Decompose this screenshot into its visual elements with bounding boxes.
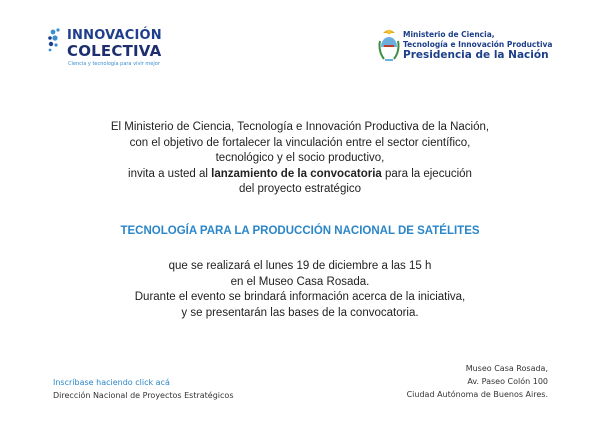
coat-of-arms-icon	[378, 27, 400, 65]
presidencia-label: Presidencia de la Nación	[403, 49, 549, 61]
event-line: Durante el evento se brindará información acerca de la iniciativa,	[134, 291, 466, 304]
logo-tagline: Ciencia y tecnología para vivir mejor	[68, 61, 160, 67]
ministerio-logo	[378, 27, 558, 67]
invitation-line	[0, 167, 600, 183]
register-link[interactable]: Inscríbase haciendo click acá	[53, 378, 170, 387]
invitation-line: del proyecto estratégico	[238, 183, 362, 196]
invitation-text: invita a usted al	[128, 167, 212, 180]
venue-address	[407, 362, 548, 401]
invitation-line: tecnológico y el socio productivo,	[215, 152, 385, 165]
venue-line: Av. Paseo Colón 100	[467, 377, 548, 386]
footer-left	[53, 376, 234, 402]
innovacion-colectiva-logo	[47, 27, 172, 67]
venue-line: Ciudad Autónoma de Buenos Aires.	[406, 390, 548, 399]
invitation-line: El Ministerio de Ciencia, Tecnología e Innovación Productiva de la Nación,	[110, 121, 490, 133]
project-title: TECNOLOGÍA PARA LA PRODUCCIÓN NACIONAL DE SATÉLITES	[120, 225, 480, 237]
event-line: que se realizará el lunes 19 de diciembre a las 15 h	[168, 260, 432, 272]
invitation-text: para la ejecución	[381, 167, 472, 180]
venue-line: Museo Casa Rosada,	[465, 364, 548, 373]
event-details	[0, 259, 600, 321]
event-line: y se presentarán las bases de la convocatoria.	[181, 306, 419, 319]
invitation-line: con el objetivo de fortalecer la vinculación entre el sector científico,	[129, 136, 471, 149]
logo-word-colectiva: COLECTIVA	[67, 42, 162, 60]
invitation-emphasis: lanzamiento de la convocatoria	[211, 167, 382, 180]
ministry-name-line2: Tecnología e Innovación Productiva	[403, 40, 553, 49]
department-name: Dirección Nacional de Proyectos Estratégicos	[53, 391, 234, 400]
event-line: en el Museo Casa Rosada.	[230, 275, 370, 288]
ministry-name-line1: Ministerio de Ciencia,	[403, 30, 495, 39]
invitation-body	[0, 120, 600, 198]
logo-word-innovacion: INNOVACIÓN	[67, 28, 162, 43]
